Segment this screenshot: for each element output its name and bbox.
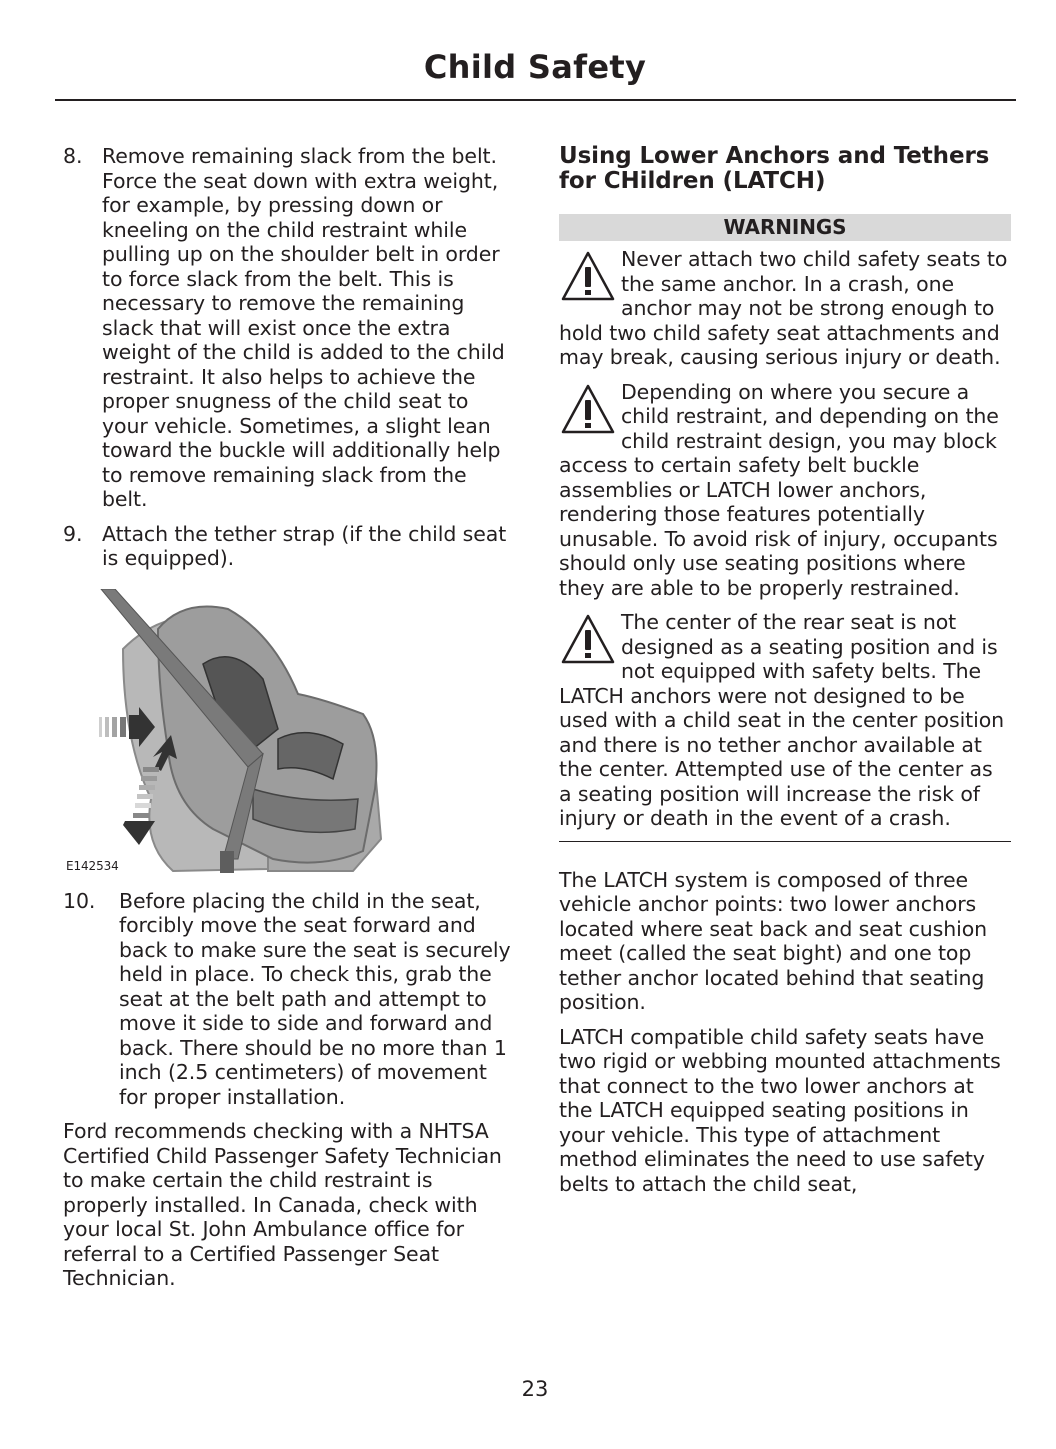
warnings-divider <box>559 841 1011 842</box>
warning-item <box>559 380 1011 601</box>
ford-recommendation-paragraph: Ford recommends checking with a NHTSA Certified Child Passenger Safety Technician to make certain the child restraint is properly installed. In Canada, check with your local St. John Ambulance office for referral to a Certified Passenger Seat Technician. <box>63 1119 502 1290</box>
list-item-step-10 <box>63 889 518 1110</box>
warning-text: Depending on where you secure a child restraint, and depending on the child restraint design, you may block access to certain safety belt buckle assemblies or LATCH lower anchors, rendering those features potentially unusable. To avoid risk of injury, occupants should only use seating positions where they are able to be properly restrained. <box>559 379 999 600</box>
warning-text: The center of the rear seat is not designed as a seating position and is not equipped with safety belts. The LATCH anchors were not designed to be used with a child seat in the center position and there is no tether anchor available at the center. Attempted use of the center as a seating position will increase the risk of injury or death in the event of a crash. <box>559 610 1005 830</box>
warnings-label: WARNINGS <box>559 214 1011 241</box>
figure-code: E142534 <box>66 858 119 873</box>
warning-item <box>559 610 1011 831</box>
warning-text: Never attach two child safety seats to the same anchor. In a crash, one anchor may not be strong enough to hold two child safety seat attachments and may break, causing serious injury or death. <box>559 247 1008 369</box>
warning-item <box>559 247 1011 370</box>
child-seat-drawing <box>63 589 383 879</box>
warning-triangle-icon <box>559 249 617 307</box>
warning-triangle-icon <box>559 382 617 440</box>
title-divider <box>55 99 1016 101</box>
step-number: 9. <box>63 521 83 546</box>
step-text: Remove remaining slack from the belt. Force the seat down with extra weight, for example, by pressing down or kneeling on the child restraint while pulling up on the shoulder belt in order to force slack from the belt. This is necessary to remove the remaining slack that will exist once the extra weight of the child is added to the child restraint. It also helps to achieve the proper snugness of the child seat to your vehicle. Sometimes, a slight lean toward the buckle will additionally help to remove remaining slack from the belt. <box>102 144 505 511</box>
child-seat-illustration <box>63 589 383 879</box>
latch-system-paragraph: The LATCH system is composed of three vehicle anchor points: two lower anchors located where seat back and seat cushion meet (called the seat bight) and one top tether anchor located behind that seating position. <box>559 867 988 1014</box>
latch-compatible-paragraph: LATCH compatible child safety seats have two rigid or webbing mounted attachments that connect to the two lower anchors at the LATCH equipped seating positions in your vehicle. This type of attachment method eliminates the need to use safety belts to attach the child seat, <box>559 1024 1001 1196</box>
step-number: 8. <box>63 144 83 168</box>
left-column <box>63 144 518 1301</box>
step-number: 10. <box>63 888 96 913</box>
page-number: 23 <box>521 1377 549 1401</box>
section-heading: Using Lower Anchors and Tethers for CHildren (LATCH) <box>559 143 990 194</box>
warning-triangle-icon <box>559 612 617 670</box>
step-text: Attach the tether strap (if the child seat is equipped). <box>102 521 507 570</box>
list-item-step-9 <box>63 522 518 571</box>
page-title: Child Safety <box>423 48 647 86</box>
list-item-step-8 <box>63 144 518 512</box>
step-text: Before placing the child in the seat, forcibly move the seat forward and back to make sure the seat is securely held in place. To check this, grab the seat at the belt path and attempt to move it side to side and forward and back. There should be no more than 1 inch (2.5 centimeters) of movement for proper installation. <box>119 888 511 1109</box>
right-column <box>559 144 1011 1206</box>
